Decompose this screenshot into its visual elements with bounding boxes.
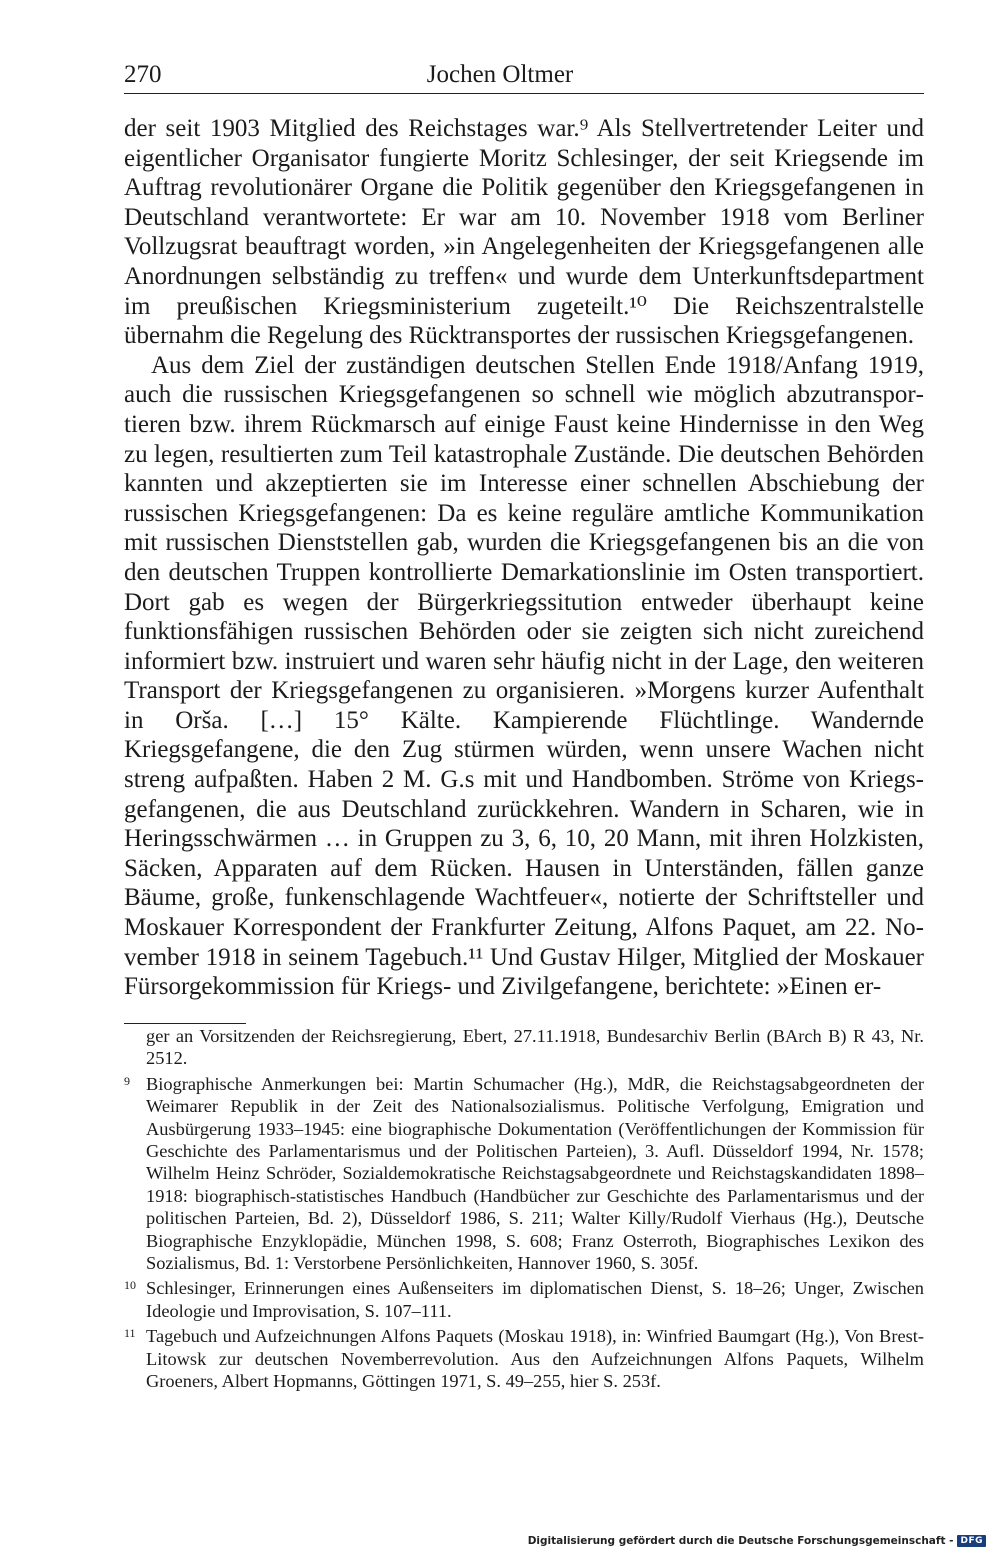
footnote-rule bbox=[124, 1023, 246, 1024]
digitization-credit bbox=[528, 1535, 986, 1547]
footnote-text: ger an Vorsitzenden der Reichsregierung, Ebert, 27.11.1918, Bundesarchiv Berlin (BArch B) R 43, Nr. 2512. bbox=[146, 1026, 924, 1069]
footnote-10 bbox=[124, 1277, 924, 1322]
dfg-logo: DFG bbox=[957, 1535, 986, 1547]
footnote-continuation bbox=[124, 1025, 924, 1070]
footnote-text: Schlesinger, Erinnerungen eines Außenseiters im diplomatischen Dienst, S. 18–26; Unger, Zwischen Ideologie und Improvisation, S. 107–111. bbox=[146, 1278, 924, 1321]
paragraph: der seit 1903 Mitglied des Reichstages war.⁹ Als Stellvertretender Leiter und eigentlicher Organisator fungierte Moritz Schlesinger, der seit Kriegsende im Auftrag revolutionärer Organe die Politik gegenüber den Kriegsgefangenen in Deutschland verantwortete: Er war am 10. November 1918 vom Berliner Vollzugsrat beauftragt worden, »in Angelegenheiten der Kriegsgefangenen alle Anordnungen selbständig zu treffen« und wurde dem Unterkunftsdepartment im preußischen Kriegsministerium zugeteilt.¹⁰ Die Reichszentralstelle übernahm die Regelung des Rücktransportes der russischen Kriegsgefangenen. bbox=[124, 115, 924, 350]
footnote-11 bbox=[124, 1325, 924, 1392]
header-rule bbox=[124, 93, 924, 94]
paragraph: Aus dem Ziel der zuständigen deutschen Stellen Ende 1918/Anfang 1919, auch die russischen Kriegsgefangenen so schnell wie möglich abzutransportieren bzw. ihrem Rückmarsch auf einige Faust keine Hindernisse in den Weg zu legen, resultierten zum Teil katastrophale Zustände. Die deutschen Behörden kannten und akzeptierten sie im Interesse einer schnellen Abschiebung der russischen Kriegsgefangenen: Da es keine reguläre amtliche Kommunikation mit russischen Dienststellen gab, wurden die Kriegsgefangenen bis an die von den deutschen Truppen kontrollierte Demarkationslinie im Osten transportiert. Dort gab es wegen der Bürgerkriegssitution entweder überhaupt keine funktionsfähigen russischen Behörden oder sie zeigten sich nicht zureichend informiert bzw. instruiert und waren sehr häufig nicht in der Lage, den weiteren Transport der Kriegsgefangenen zu organisieren. »Morgens kurzer Aufenthalt in Orša. […] 15° Kälte. Kampierende Flüchtlinge. Wandernde Kriegsgefangene, die den Zug stürmen würden, wenn unsere Wachen nicht streng aufpaßten. Haben 2 M. G.s mit und Handbomben. Ströme von Kriegsgefangenen, die aus Deutschland zurückkehren. Wandern in Scharen, wie in Heringsschwärmen … in Gruppen zu 3, 6, 10, 20 Mann, mit ihren Holzkisten, Säcken, Apparaten auf dem Rücken. Hausen in Unterständen, fällen ganze Bäume, große, funkenschlagende Wachtfeuer«, notierte der Schriftsteller und Moskauer Korrespondent der Frankfurter Zeitung, Alfons Paquet, am 22. November 1918 in seinem Tagebuch.¹¹ Und Gustav Hilger, Mitglied der Moskauer Fürsorgekommission für Kriegs- und Zivilgefangene, berichtete: »Einen er- bbox=[124, 351, 924, 1001]
page-number: 270 bbox=[124, 61, 162, 88]
footnotes bbox=[124, 1025, 924, 1396]
footnote-mark: 10 bbox=[124, 1278, 136, 1293]
footnote-mark: 9 bbox=[124, 1073, 130, 1088]
footnote-mark: 11 bbox=[124, 1326, 136, 1341]
footnote-9 bbox=[124, 1073, 924, 1275]
body-text bbox=[124, 114, 924, 1002]
footnote-text: Biographische Anmerkungen bei: Martin Schumacher (Hg.), MdR, die Reichstagsabgeordneten der Weimarer Republik in der Zeit des Nationalsozialismus. Politische Verfolgung, Emigration und Ausbürgerung 1933–1945: eine biographische Dokumentation (Veröffentlichungen der Kommission für Geschichte des Parlamentarismus und der Politischen Parteien), 3. Aufl. Düsseldorf 1994, Nr. 1578; Wilhelm Heinz Schröder, Sozialdemokratische Reichstagsabgeordnete und Reichstagskandidaten 1898–1918: biographisch-statistisches Handbuch (Handbücher zur Geschichte des Parlamentarismus und der politischen Parteien, Bd. 2), Düsseldorf 1986, S. 211; Walter Killy/Rudolf Vierhaus (Hg.), Deutsche Biographische Enzyklopädie, München 1998, S. 608; Franz Osterroth, Biographisches Lexikon des Sozialismus, Bd. 1: Verstorbene Persönlichkeiten, Hannover 1960, S. 305f. bbox=[146, 1073, 924, 1274]
running-head: Jochen Oltmer bbox=[426, 61, 574, 88]
footnote-text: Tagebuch und Aufzeichnungen Alfons Paquets (Moskau 1918), in: Winfried Baumgart (Hg.), Von Brest-Litowsk zur deutschen Novemberrevolution. Aus den Aufzeichnungen Alfons Paquets, Wilhelm Groeners, Albert Hopmanns, Göttingen 1971, S. 49–255, hier S. 253f. bbox=[146, 1326, 924, 1392]
credit-text: Digitalisierung gefördert durch die Deutsche Forschungsgemeinschaft - bbox=[527, 1535, 954, 1547]
